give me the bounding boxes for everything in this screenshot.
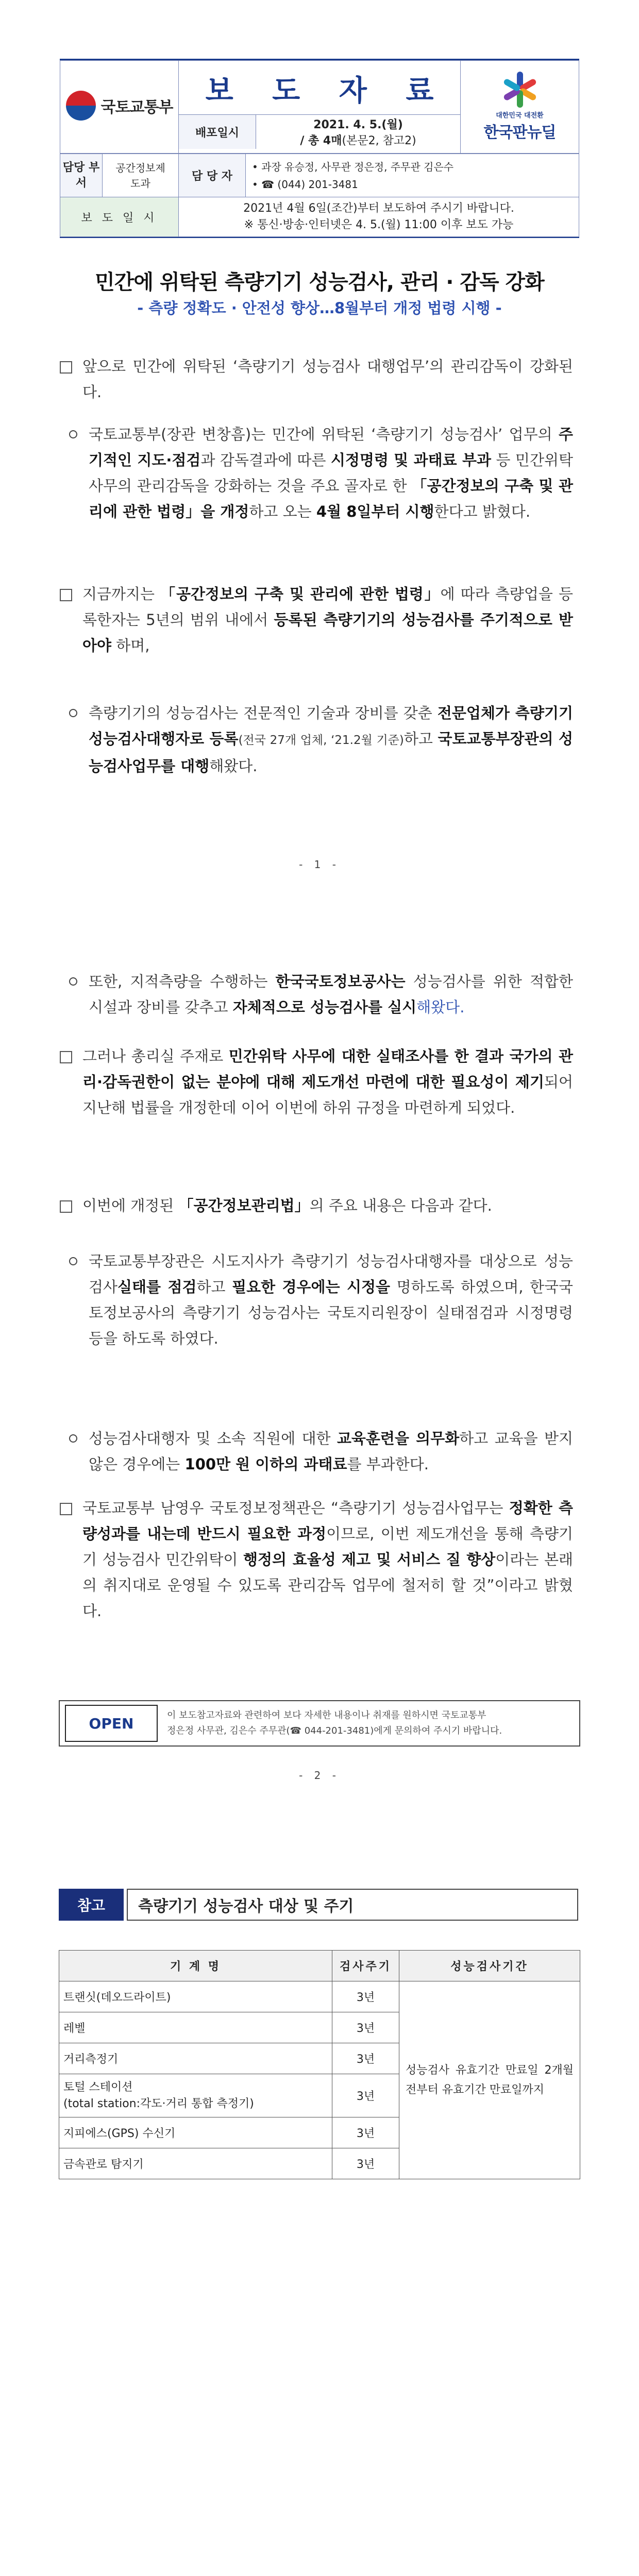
title-cell bbox=[179, 61, 461, 154]
square-bullet-icon bbox=[60, 589, 72, 601]
inspection-cycle: 3년 bbox=[332, 2012, 399, 2043]
open-line-1: 이 보도참고자료와 관련하여 보다 자세한 내용이나 취재를 원하시면 국토교통부 bbox=[167, 1710, 486, 1721]
p3-text-c: 에 따라 측량업을 등록한자는 5년의 범위 내에서 bbox=[82, 585, 573, 629]
machine-name: 레벨 bbox=[59, 2012, 332, 2043]
column-header: 성능검사기간 bbox=[399, 1951, 580, 1981]
p9-text-a: 성능검사대행자 및 소속 직원에 대한 bbox=[89, 1430, 337, 1447]
p2-text-g: 하고 오는 bbox=[249, 503, 316, 520]
p3-text-e: 하며, bbox=[111, 637, 150, 654]
newdeal-logo-cell bbox=[461, 61, 579, 154]
newdeal-logo bbox=[484, 72, 556, 142]
contact-people: • 과장 유승정, 사무관 정은정, 주무관 김은수 bbox=[252, 160, 454, 173]
p8-text-e: 명하도록 하였으며, 한국국토정보공사의 측량기기 성능검사는 국토지리원장이 실태점검과 시정명령 등을 하도록 하였다. bbox=[89, 1278, 574, 1347]
inspection-cycle: 3년 bbox=[332, 2148, 399, 2179]
p8-text-c: 하고 bbox=[196, 1278, 232, 1296]
machine-name: 트랜싯(데오드라이트) bbox=[59, 1981, 332, 2012]
reference-tag: 참고 bbox=[59, 1889, 124, 1921]
newdeal-small: 대한민국 대전환 bbox=[496, 112, 544, 120]
newdeal-mark-icon bbox=[502, 72, 538, 108]
p2-bold-d: 시정명령 및 과태료 부과 bbox=[330, 451, 492, 469]
headline: 민간에 위탁된 측량기기 성능검사, 관리 · 감독 강화 bbox=[95, 270, 544, 294]
distribution-row bbox=[179, 115, 460, 149]
p4-bold-b: 전문업체가 측량기기 성능검사대행자로 등록 bbox=[89, 704, 573, 748]
distribution-value bbox=[256, 116, 460, 148]
reference-title: 측량기기 성능검사 대상 및 주기 bbox=[127, 1889, 578, 1921]
ministry-logo-cell bbox=[60, 61, 179, 154]
p4-bold-e: 국토교통부장관의 성능검사업무를 대행 bbox=[89, 730, 573, 775]
p7-text-a: 이번에 개정된 bbox=[82, 1197, 179, 1214]
paragraph-1: 앞으로 민간에 위탁된 ‘측량기기 성능검사 대행업무’의 관리감독이 강화된다. bbox=[82, 358, 573, 401]
p10-text-a: 국토교통부 남영우 국토정보정책관은 “측량기기 성능검사업무는 bbox=[82, 1499, 509, 1517]
distribution-label: 배포일시 bbox=[179, 115, 256, 149]
paragraph-2 bbox=[89, 421, 573, 524]
distribution-date: 2021. 4. 5.(월) bbox=[313, 118, 403, 131]
paragraph-4 bbox=[89, 700, 573, 779]
ministry-name: 국토교통부 bbox=[100, 98, 173, 116]
paragraph-5 bbox=[89, 969, 573, 1020]
p8-bold-b: 실태를 점검 bbox=[117, 1278, 197, 1296]
p5-text-e: 해왔다. bbox=[416, 998, 465, 1016]
machine-name: 지피에스(GPS) 수신기 bbox=[59, 2117, 332, 2148]
distribution-pages: / 총 4매 bbox=[300, 134, 342, 147]
table-row bbox=[59, 1981, 580, 2012]
inspection-cycle: 3년 bbox=[332, 2074, 399, 2117]
p2-text-e: 등 민간위탁 사무의 관리감독을 강화하는 것을 주요 골자로 한 bbox=[89, 451, 573, 495]
p5-text-a: 또한, 지적측량을 수행하는 bbox=[89, 973, 276, 990]
inspection-period: 성능검사 유효기간 만료일 2개월 전부터 유효기간 만료일까지 bbox=[399, 1981, 580, 2179]
circle-bullet-icon bbox=[69, 977, 77, 986]
p7-bold-b: 「공간정보관리법」 bbox=[178, 1197, 310, 1214]
circle-bullet-icon bbox=[69, 1257, 77, 1265]
release-text bbox=[179, 197, 579, 237]
p9-bold-d: 100만 원 이하의 과태료 bbox=[184, 1455, 347, 1473]
inspection-cycle: 3년 bbox=[332, 2043, 399, 2074]
p2-bold-b: 주기적인 지도·점검 bbox=[89, 426, 573, 469]
release-line-2: ※ 통신·방송·인터넷은 4. 5.(월) 11:00 이후 보도 가능 bbox=[244, 218, 514, 231]
square-bullet-icon bbox=[60, 1503, 72, 1515]
p3-bold-d: 등록된 측량기기의 성능검사를 주기적으로 받아야 bbox=[82, 611, 574, 654]
open-license-text bbox=[158, 1708, 579, 1739]
column-header: 기 계 명 bbox=[59, 1951, 332, 1981]
p3-bold-b: 「공간정보의 구축 및 관리에 관한 법령」 bbox=[160, 585, 441, 603]
paragraph-3 bbox=[82, 581, 573, 658]
p4-text-f: 해왔다. bbox=[209, 757, 258, 775]
p4-text-d: 하고 bbox=[403, 730, 438, 748]
release-label: 보 도 일 시 bbox=[60, 197, 179, 237]
machine-name: 금속관로 탐지기 bbox=[59, 2148, 332, 2179]
circle-bullet-icon bbox=[69, 1434, 77, 1443]
circle-bullet-icon bbox=[69, 709, 77, 717]
p5-bold-b: 한국국토정보공사는 bbox=[275, 973, 406, 990]
open-license-icon bbox=[65, 1705, 158, 1742]
p4-text-a: 측량기기의 성능검사는 전문적인 기술과 장비를 갖춘 bbox=[89, 704, 438, 722]
table-header-row bbox=[59, 1951, 580, 1981]
inspection-cycle: 3년 bbox=[332, 2117, 399, 2148]
square-bullet-icon bbox=[60, 1051, 72, 1063]
paragraph-6 bbox=[82, 1043, 573, 1121]
taeguk-icon bbox=[66, 91, 96, 121]
dept-label bbox=[60, 154, 103, 197]
press-release-header bbox=[60, 59, 579, 238]
p9-bold-b: 교육훈련을 의무화 bbox=[337, 1430, 460, 1447]
paragraph-7 bbox=[82, 1193, 573, 1218]
p9-text-c: 하고 교육을 받지 않은 경우에는 bbox=[89, 1430, 573, 1473]
contact-phone: • ☎ (044) 201-3481 bbox=[252, 178, 358, 191]
p2-text-c: 과 감독결과에 따른 bbox=[200, 451, 331, 469]
circle-bullet-icon bbox=[69, 430, 77, 438]
p8-bold-d: 필요한 경우에는 시정을 bbox=[232, 1278, 391, 1296]
press-title: 보 도 자 료 bbox=[179, 65, 460, 115]
square-bullet-icon bbox=[60, 1200, 72, 1213]
p3-text-a: 지금까지는 bbox=[82, 585, 161, 603]
machine-name: 거리측정기 bbox=[59, 2043, 332, 2074]
p2-bold-f: 「공간정보의 구축 및 관리에 관한 법령」을 개정 bbox=[89, 477, 574, 520]
ministry-logo bbox=[66, 91, 173, 121]
open-logo-text: OPEN bbox=[89, 1715, 134, 1732]
contact-label: 담 당 자 bbox=[179, 154, 246, 197]
contact-value bbox=[246, 154, 579, 197]
subheadline: - 측량 정확도 · 안전성 향상…8월부터 개정 법령 시행 - bbox=[137, 299, 502, 317]
square-bullet-icon bbox=[60, 361, 72, 374]
p7-text-c: 의 주요 내용은 다음과 같다. bbox=[309, 1197, 492, 1214]
paragraph-9 bbox=[89, 1426, 573, 1477]
p10-text-c: 이므로, 이번 제도개선을 통해 측량기기 성능검사 민간위탁이 bbox=[82, 1525, 573, 1568]
paragraph-10 bbox=[82, 1495, 573, 1624]
p10-bold-d: 행정의 효율성 제고 및 서비스 질 향상 bbox=[243, 1551, 496, 1568]
p6-text-a: 그러나 총리실 주재로 bbox=[82, 1047, 229, 1065]
p6-bold-b: 민간위탁 사무에 대한 실태조사를 한 결과 국가의 관리·감독권한이 없는 분야에 대해 제도개선 마련에 대한 필요성이 제기 bbox=[82, 1047, 574, 1091]
inspection-cycle: 3년 bbox=[332, 1981, 399, 2012]
machine-name-line-2: (total station:각도·거리 통합 측정기) bbox=[63, 2097, 254, 2110]
p2-text-i: 한다고 밝혔다. bbox=[434, 503, 531, 520]
p4-note-c: (전국 27개 업체, ‘21.2월 기준) bbox=[238, 734, 404, 747]
dept-label-text: 담당 부서 bbox=[62, 161, 100, 190]
p10-text-e: 이라는 본래의 취지대로 운영될 수 있도록 관리감독 업무에 철저히 할 것”이라고 밝혔다. bbox=[82, 1551, 573, 1620]
release-line-1: 2021년 4월 6일(조간)부터 보도하여 주시기 바랍니다. bbox=[243, 202, 514, 215]
dept-value: 공간정보제도과 bbox=[103, 154, 179, 197]
paragraph-8 bbox=[89, 1248, 573, 1351]
p10-bold-b: 정확한 측량성과를 내는데 반드시 필요한 과정 bbox=[82, 1499, 573, 1543]
open-line-2: 정은정 사무관, 김은수 주무관(☎ 044-201-3481)에게 문의하여 주시기 바랍니다. bbox=[167, 1725, 502, 1736]
page-number: - 2 - bbox=[299, 1769, 340, 1782]
open-license-box bbox=[59, 1700, 580, 1747]
p5-text-c: 성능검사를 위한 적합한 시설과 장비를 갖추고 bbox=[89, 973, 573, 1016]
p9-text-e: 를 부과한다. bbox=[347, 1455, 429, 1473]
column-header: 검사주기 bbox=[332, 1951, 399, 1981]
page-number: - 1 - bbox=[299, 858, 340, 871]
p6-text-c: 되어 지난해 법률을 개정한데 이어 이번에 하위 규정을 마련하게 되었다. bbox=[82, 1073, 573, 1116]
p8-text-a: 국토교통부장관은 시도지사가 측량기기 성능검사대행자를 대상으로 성능검사 bbox=[89, 1252, 573, 1296]
newdeal-big: 한국판뉴딜 bbox=[483, 124, 556, 142]
p5-bold-d: 자체적으로 성능검사를 실시 bbox=[232, 998, 417, 1016]
p2-bold-h: 4월 8일부터 시행 bbox=[316, 503, 434, 520]
p2-text-a: 국토교통부(장관 변창흠)는 민간에 위탁된 ‘측량기기 성능검사’ 업무의 bbox=[89, 426, 559, 443]
distribution-note: (본문2, 참고2) bbox=[342, 134, 416, 147]
reference-table bbox=[59, 1950, 580, 2179]
machine-name-line-1: 토털 스테이션 bbox=[63, 2080, 133, 2094]
machine-name bbox=[59, 2074, 332, 2117]
